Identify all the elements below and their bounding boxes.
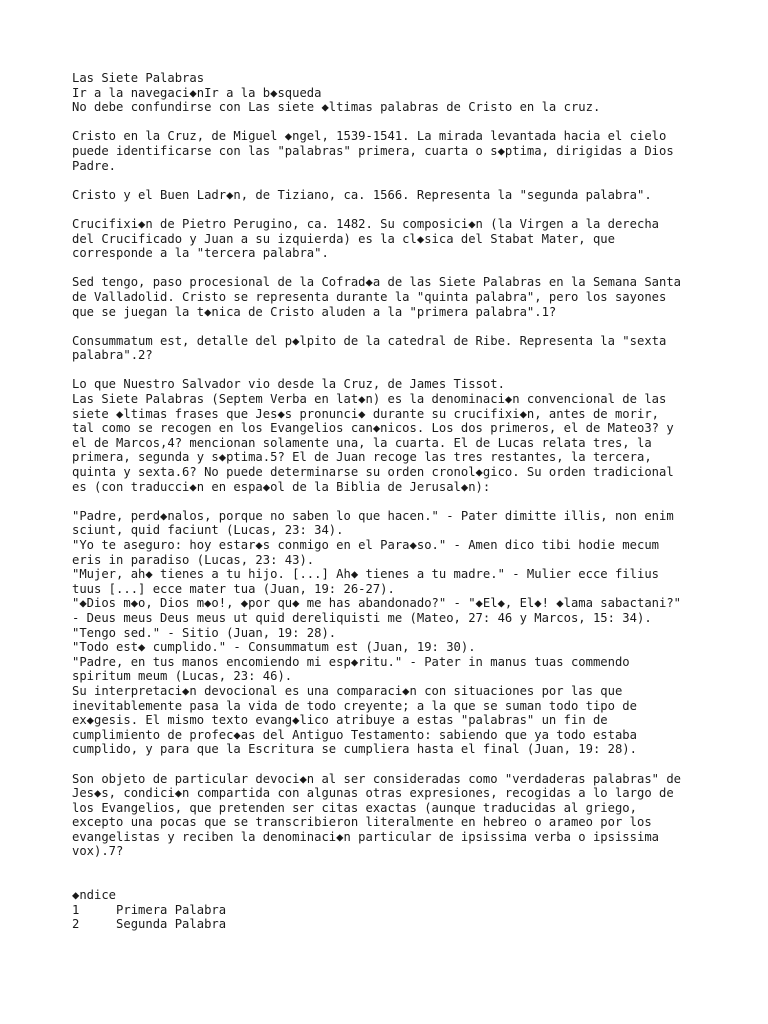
- paragraph-line: Son objeto de particular devoci◆n al ser consideradas como "verdaderas palabras" de: [72, 771, 682, 786]
- quote-line: "Padre, en tus manos encomiendo mi esp◆ritu." - Pater in manus tuas commendo: [72, 654, 630, 669]
- caption-line: Crucifixi◆n de Pietro Perugino, ca. 1482. Su composici◆n (la Virgen a la derecha: [72, 216, 659, 231]
- quote-line: "Yo te aseguro: hoy estar◆s conmigo en el Para◆so." - Amen dico tibi hodie mecum: [72, 538, 659, 552]
- paragraph-line: inevitablemente pasa la vida de todo creyente; a la que se suman todo tipo de: [72, 698, 637, 713]
- paragraph-line: el de Marcos,4? mencionan solamente una, la cuarta. El de Lucas relata tres, la: [72, 435, 652, 450]
- intro-paragraph: [72, 377, 712, 494]
- closing-paragraph: [72, 772, 712, 860]
- caption-line: corresponde a la "tercera palabra".: [72, 246, 329, 261]
- quote-line: spiritum meum (Lucas, 23: 46).: [72, 669, 293, 684]
- caption-line: palabra".2?: [72, 348, 153, 363]
- quote-line: "Padre, perd◆nalos, porque no saben lo que hacen." - Pater dimitte illis, non enim: [72, 508, 674, 523]
- caption-line: puede identificarse con las "palabras" primera, cuarta o s◆ptima, dirigidas a Dios: [72, 143, 674, 158]
- document-page: [72, 71, 712, 932]
- paragraph-line: primera, segunda y s◆ptima.5? El de Juan recoge las tres restantes, la tercera,: [72, 450, 652, 465]
- paragraph-line: Las Siete Palabras (Septem Verba en lat◆n) es la denominaci◆n convencional de las: [72, 392, 667, 407]
- table-of-contents: [72, 888, 712, 932]
- image-caption: [72, 188, 712, 203]
- toc-title: ◆ndice: [72, 888, 117, 903]
- paragraph-line: tal como se recogen en los Evangelios can◆nicos. Los dos primeros, el de Mateo3? y: [72, 421, 674, 436]
- image-caption: [72, 275, 712, 319]
- quote-line: "◆Dios m◆o, Dios m◆o!, ◆por qu◆ me has abandonado?" - "◆El◆, El◆! ◆lama sabactani?": [72, 596, 682, 611]
- caption-line: Cristo en la Cruz, de Miguel ◆ngel, 1539-1541. La mirada levantada hacia el cielo: [72, 129, 667, 144]
- caption-line: de Valladolid. Cristo se representa durante la "quinta palabra", pero los sayones: [72, 289, 667, 304]
- paragraph-line: ex◆gesis. El mismo texto evang◆lico atribuye a estas "palabras" un fin de: [72, 713, 608, 728]
- image-caption: [72, 217, 712, 261]
- paragraph-line: cumplimiento de profec◆as del Antiguo Testamento: sabiendo que ya todo estaba: [72, 727, 637, 742]
- paragraph-line: Su interpretaci◆n devocional es una comparaci◆n con situaciones por las que: [72, 683, 623, 698]
- seven-words-list: [72, 509, 712, 757]
- caption-line: Padre.: [72, 158, 117, 173]
- navigation-links: Ir a la navegaci◆nIr a la b◆squeda: [72, 85, 322, 100]
- quote-line: "Todo est◆ cumplido." - Consummatum est (Juan, 19: 30).: [72, 640, 476, 655]
- quote-line: "Mujer, ah◆ tienes a tu hijo. [...] Ah◆ tienes a tu madre." - Mulier ecce filius: [72, 567, 659, 582]
- quote-line: - Deus meus Deus meus ut quid dereliquisti me (Mateo, 27: 46 y Marcos, 15: 34).: [72, 610, 652, 625]
- paragraph-line: siete ◆ltimas frases que Jes◆s pronunci◆ durante su crucifixi◆n, antes de morir,: [72, 406, 659, 421]
- caption-line: Consummatum est, detalle del p◆lpito de la catedral de Ribe. Representa la "sexta: [72, 333, 667, 348]
- disambiguation-note: No debe confundirse con Las siete ◆ltimas palabras de Cristo en la cruz.: [72, 100, 601, 115]
- paragraph-line: los Evangelios, que pretenden ser citas exactas (aunque traducidas al griego,: [72, 800, 637, 815]
- image-caption: [72, 129, 712, 173]
- paragraph-line: evangelistas y reciben la denominaci◆n particular de ipsissima verba o ipsissima: [72, 829, 659, 844]
- image-caption: [72, 334, 712, 363]
- quote-line: "Tengo sed." - Sitio (Juan, 19: 28).: [72, 625, 337, 640]
- toc-item-segunda-palabra[interactable]: 2 Segunda Palabra: [72, 917, 227, 932]
- paragraph-line: cumplido, y para que la Escritura se cumpliera hasta el final (Juan, 19: 28).: [72, 742, 637, 757]
- paragraph-line: excepto una pocas que se transcribieron literalmente en hebreo o arameo por los: [72, 815, 652, 830]
- quote-line: eris in paradiso (Lucas, 23: 43).: [72, 552, 315, 567]
- caption-line: del Crucificado y Juan a su izquierda) es la cl◆sica del Stabat Mater, que: [72, 231, 615, 246]
- toc-item-primera-palabra[interactable]: 1 Primera Palabra: [72, 902, 227, 917]
- paragraph-line: es (con traducci◆n en espa◆ol de la Biblia de Jerusal◆n):: [72, 479, 491, 494]
- paragraph-line: vox).7?: [72, 844, 124, 859]
- document-title: Las Siete Palabras: [72, 71, 205, 85]
- quote-line: sciunt, quid faciunt (Lucas, 23: 34).: [72, 523, 344, 538]
- paragraph-line: Jes◆s, condici◆n compartida con algunas otras expresiones, recogidas a lo largo de: [72, 786, 674, 801]
- caption-line: Cristo y el Buen Ladr◆n, de Tiziano, ca. 1566. Representa la "segunda palabra".: [72, 187, 652, 202]
- caption-line: Sed tengo, paso procesional de la Cofrad◆a de las Siete Palabras en la Semana Santa: [72, 275, 682, 290]
- caption-line: que se juegan la t◆nica de Cristo aluden a la "primera palabra".1?: [72, 304, 557, 319]
- quote-line: tuus [...] ecce mater tua (Juan, 19: 26-27).: [72, 581, 395, 596]
- paragraph-line: Lo que Nuestro Salvador vio desde la Cruz, de James Tissot.: [72, 377, 505, 392]
- paragraph-line: quinta y sexta.6? No puede determinarse su orden cronol◆gico. Su orden tradicional: [72, 465, 674, 480]
- document-header: [72, 71, 712, 115]
